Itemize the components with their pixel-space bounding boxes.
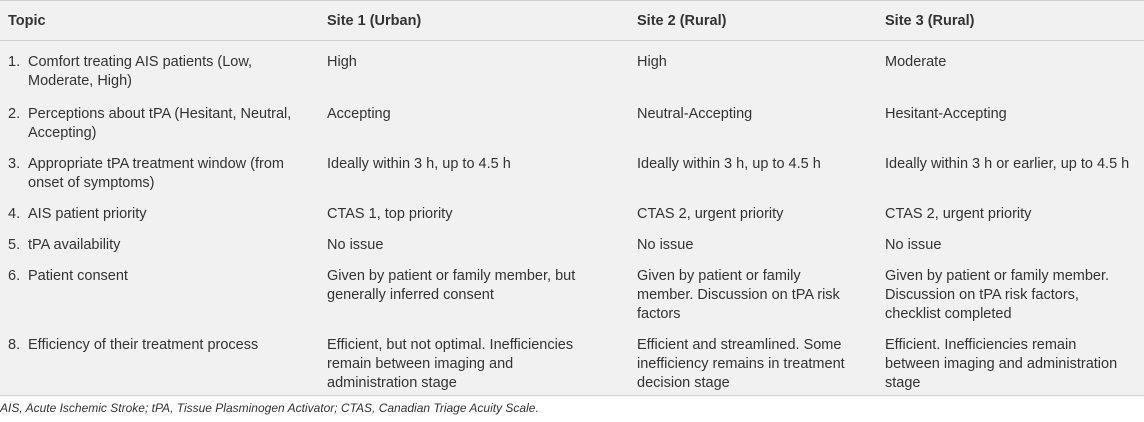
header-topic: Topic [0,1,327,41]
site2-text: Efficient and streamlined. Some inefficiency remains in treatment decision stage [637,336,845,391]
topic-cell [0,93,327,143]
row-number: 4. [8,205,21,222]
table-row [0,224,1144,255]
topic-cell [0,324,327,394]
table-row [0,193,1144,224]
topic-cell [0,41,327,93]
header-row [0,1,1144,41]
site3-cell: No issue [885,236,942,253]
site1-cell: High [327,54,357,70]
header-site1: Site 1 (Urban) [327,1,637,41]
site1-cell [327,255,637,324]
topic-cell [0,224,327,255]
data-table [0,1,1144,394]
site1-cell: CTAS 1, top priority [327,205,453,222]
topic-text: tPA availability [28,236,121,253]
site2-cell: Ideally within 3 h, up to 4.5 h [637,155,821,172]
topic-cell [0,193,327,224]
topic-text: Comfort treating AIS patients (Low, Moderate, High) [28,54,253,89]
site1-cell: No issue [327,236,384,253]
table-row [0,41,1144,93]
site2-cell: No issue [637,236,694,253]
site3-cell: Hesitant-Accepting [885,105,1007,122]
table-row [0,255,1144,324]
table-row [0,324,1144,394]
site3-cell [885,255,1144,324]
site3-cell: Ideally within 3 h or earlier, up to 4.5 h [885,155,1130,172]
site1-cell: Ideally within 3 h, up to 4.5 h [327,155,511,172]
site2-cell [637,255,885,324]
site2-cell: High [637,54,667,70]
topic-cell [0,255,327,324]
site1-cell: Accepting [327,105,391,122]
table-row [0,143,1144,193]
row-number: 1. [8,54,21,70]
site2-text: Given by patient or family member. Discussion on tPA risk factors [637,267,840,322]
row-number: 2. [8,105,21,122]
site1-cell [327,324,637,394]
row-number: 6. [8,267,21,284]
row-number: 5. [8,236,21,253]
header-site2: Site 2 (Rural) [637,1,885,41]
topic-text: AIS patient priority [28,205,147,222]
table-row [0,93,1144,143]
site1-text: Efficient, but not optimal. Inefficiencies remain between imaging and administration stage [327,336,574,391]
header-site3: Site 3 (Rural) [885,1,1144,41]
site3-cell: CTAS 2, urgent priority [885,205,1032,222]
topic-text: Perceptions about tPA (Hesitant, Neutral, Accepting) [28,105,292,141]
site2-cell: Neutral-Accepting [637,105,753,122]
site3-text: Given by patient or family member. Discussion on tPA risk factors, checklist completed [885,267,1110,322]
site2-cell [637,324,885,394]
site1-text: Given by patient or family member, but generally inferred consent [327,267,576,303]
row-number: 8. [8,336,21,353]
site3-text: Efficient. Inefficiencies remain between imaging and administration stage [885,336,1118,391]
site2-cell: CTAS 2, urgent priority [637,205,784,222]
topic-cell [0,143,327,193]
topic-text: Appropriate tPA treatment window (from onset of symptoms) [28,155,285,191]
topic-text: Efficiency of their treatment process [28,336,259,353]
site3-cell: Moderate [885,54,947,70]
row-number: 3. [8,155,21,172]
site3-cell [885,324,1144,394]
topic-text: Patient consent [28,267,128,284]
table-footnote: AIS, Acute Ischemic Stroke; tPA, Tissue Plasminogen Activator; CTAS, Canadian Triage Acuity Scale. [0,401,539,415]
